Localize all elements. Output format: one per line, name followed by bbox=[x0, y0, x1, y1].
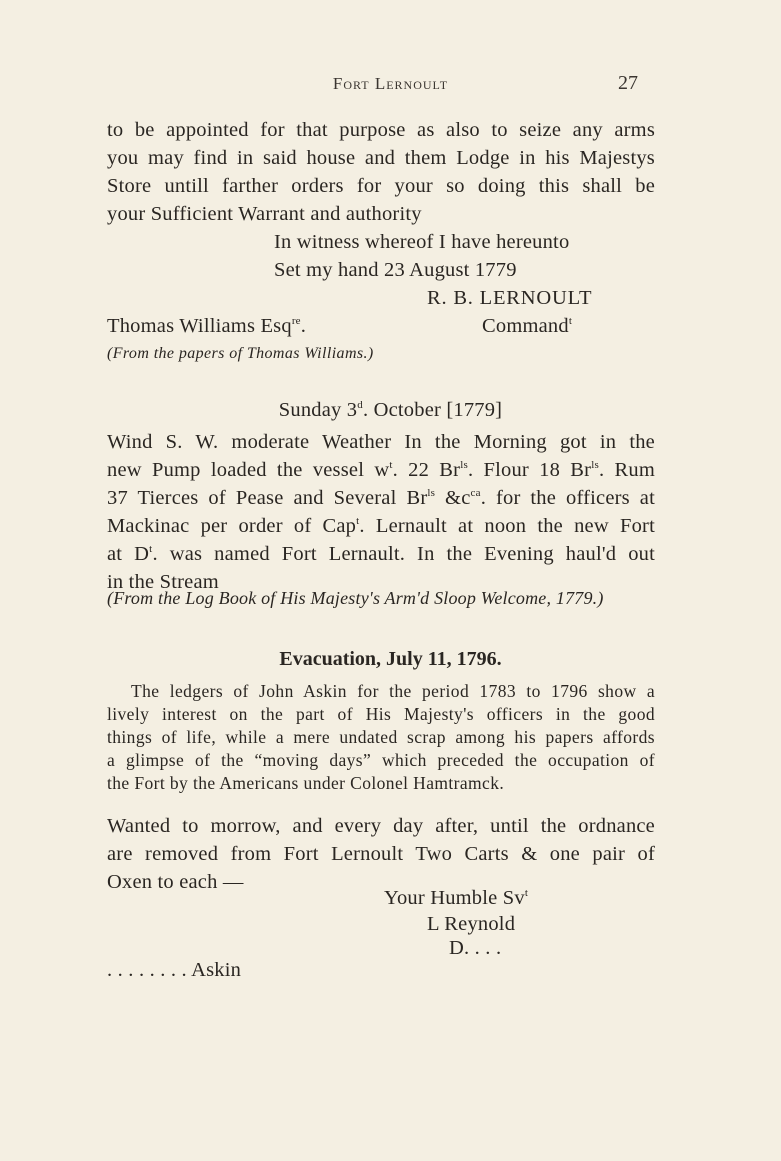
signature-lernoult: R. B. LERNOULT bbox=[427, 287, 593, 309]
signer-name: L Reynold bbox=[427, 913, 516, 935]
log-line: at $D^t$. was named Fort Lernault. In the Evening haul'd out bbox=[107, 543, 655, 565]
log-line: Wind S. W. moderate Weather In the Morning got in the bbox=[107, 431, 655, 453]
title-sup: t bbox=[568, 315, 573, 328]
closing-sup: t bbox=[524, 887, 529, 900]
title-text: Command bbox=[482, 315, 569, 337]
page-number: 27 bbox=[618, 72, 638, 94]
log-date-sup: d bbox=[357, 399, 363, 412]
letter-line: to be appointed for that purpose as also to seize any arms bbox=[107, 119, 655, 141]
letter-line: you may find in said house and them Lodge in his Majestys bbox=[107, 147, 655, 169]
addressee-sup: re bbox=[291, 315, 301, 328]
log-line: 37 Tierces of Pease and Several $Br^{ls}$ $\&c^{ca}$. for the officers at bbox=[107, 487, 655, 509]
closing bbox=[384, 884, 528, 912]
letter-line: your Sufficient Warrant and authority bbox=[107, 203, 422, 225]
addressee bbox=[107, 312, 306, 340]
log-body bbox=[107, 428, 655, 596]
evacuation-line: a glimpse of the “moving days” which preceded the occupation of bbox=[107, 750, 655, 770]
note-line: Oxen to each — bbox=[107, 871, 244, 893]
evacuation-line: The ledgers of John Askin for the period 1783 to 1796 show a bbox=[131, 681, 655, 701]
log-source: (From the Log Book of His Majesty's Arm'd Sloop Welcome, 1779.) bbox=[107, 588, 604, 608]
letter-line: Store untill farther orders for your so doing this shall be bbox=[107, 175, 655, 197]
note-line: are removed from Fort Lernoult Two Carts & one pair of bbox=[107, 843, 655, 865]
note-body bbox=[107, 812, 655, 896]
commandant-title bbox=[482, 312, 572, 340]
letter-source: (From the papers of Thomas Williams.) bbox=[107, 345, 374, 362]
evacuation-line: things of life, while a mere undated scrap among his papers affords bbox=[107, 727, 655, 747]
section-heading: Evacuation, July 11, 1796. bbox=[279, 648, 502, 670]
addressee-end: . bbox=[300, 315, 307, 337]
witness-line-1: In witness whereof I have hereunto bbox=[274, 231, 570, 253]
log-date bbox=[0, 396, 781, 424]
log-line: Mackinac per order of Cap$^t$. Lernault at noon the new Fort bbox=[107, 515, 655, 537]
signer-initial: D. . . . bbox=[449, 937, 502, 959]
witness-line-2: Set my hand 23 August 1779 bbox=[274, 259, 517, 281]
evacuation-line: the Fort by the Americans under Colonel Hamtramck. bbox=[107, 773, 505, 793]
closing-text: Your Humble Sv bbox=[384, 887, 525, 909]
letter-body bbox=[107, 116, 655, 228]
evacuation-line: lively interest on the part of His Majesty's officers in the good bbox=[107, 704, 655, 724]
evacuation-body bbox=[107, 680, 655, 795]
running-head-title: Fort Lernoult bbox=[332, 74, 449, 93]
log-date-post: . October [1779] bbox=[362, 399, 503, 421]
note-line: Wanted to morrow, and every day after, until the ordnance bbox=[107, 815, 655, 837]
log-line: new Pump loaded the vessel $w^t$. 22 $Br^{ls}$. Flour 18 $Br^{ls}$. Rum bbox=[107, 459, 655, 481]
recipient: . . . . . . . . Askin bbox=[107, 959, 242, 981]
log-date-pre: Sunday 3 bbox=[278, 399, 358, 421]
log-line: in the Stream bbox=[107, 571, 219, 593]
addressee-name: Thomas Williams Esq bbox=[107, 315, 292, 337]
